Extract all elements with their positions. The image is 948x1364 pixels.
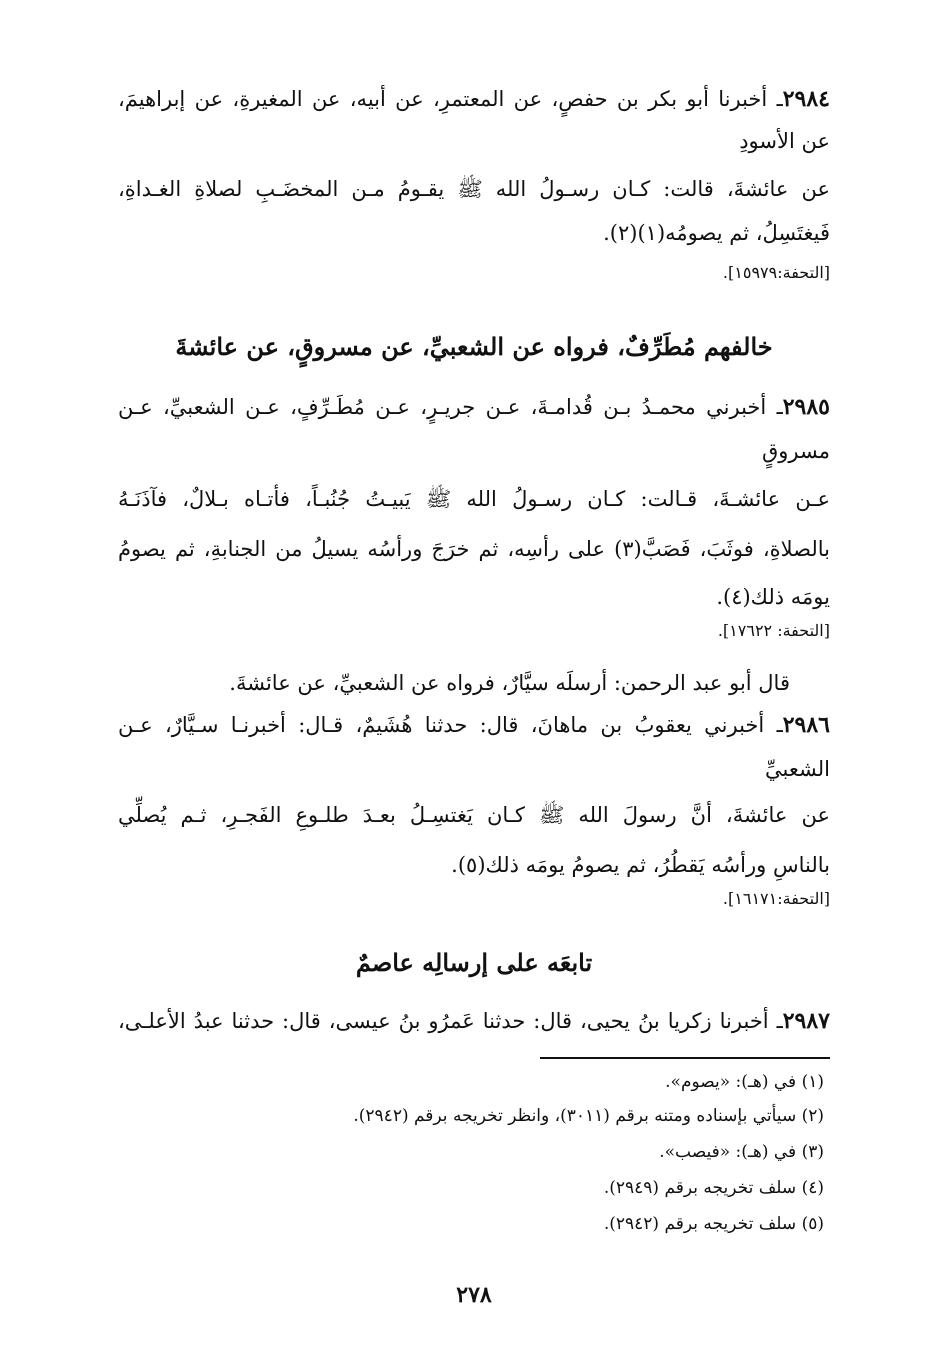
hadith-2986-line-1 bbox=[118, 710, 830, 740]
footnote-1: (١) في (هـ): «يصوم». bbox=[665, 1072, 824, 1092]
footnote-4: (٤) سلف تخريجه برقم (٢٩٤٩). bbox=[603, 1178, 824, 1198]
hadith-2985-tuhfa-ref: [التحفة: ١٧٦٢٢]. bbox=[717, 621, 830, 640]
hadith-2986-line-2: الشعبيِّ bbox=[765, 757, 830, 781]
hadith-2984-number: ٢٩٨٤ bbox=[782, 86, 830, 112]
hadith-2986-line-4: بالناسِ ورأسُه يَقطُرُ، ثم يصومُ يومَه ذلك(٥). bbox=[451, 853, 830, 877]
hadith-2987-number: ٢٩٨٧ bbox=[782, 1008, 830, 1034]
hadith-2987-text-1: ـ أخبرنا زكريا بنُ يحيى، قال: حدثنا عَمرُو بنُ عيسى، قال: حدثنا عبدُ الأعلـى، bbox=[118, 1009, 783, 1033]
hadith-2985-line-3: عـن عائشـةَ، قـالت: كـان رسـولُ الله ﷺ يَبيـتُ جُنُبـاً، فأتـاه بـلالٌ، فآذَنَـهُ bbox=[118, 487, 830, 511]
hadith-2985-text-1: ـ أخبرني محمـدُ بـن قُدامـةَ، عـن جريـرٍ، عـن مُطَـرِّفٍ، عـن الشعبيِّ، عـن bbox=[118, 395, 783, 419]
section-heading-2: تابعَه على إرسالِه عاصمٌ bbox=[355, 948, 593, 977]
hadith-2985-line-5: يومَه ذلك(٤). bbox=[716, 585, 830, 609]
hadith-2986-tuhfa-ref: [التحفة:١٦١٧١]. bbox=[722, 889, 830, 908]
hadith-2984-line-1 bbox=[118, 84, 830, 114]
commentary-line: قال أبو عبد الرحمن: أرسلَه سيَّارٌ، فرواه عن الشعبيِّ، عن عائشةَ. bbox=[229, 671, 790, 695]
footnote-3: (٣) في (هـ): «فيصب». bbox=[659, 1142, 824, 1162]
hadith-2985-number: ٢٩٨٥ bbox=[782, 394, 830, 420]
hadith-2984-line-2: عن الأسودِ bbox=[739, 129, 830, 153]
footnote-2: (٢) سيأتي بإسناده ومتنه برقم (٣٠١١)، وانظر تخريجه برقم (٢٩٤٢). bbox=[353, 1106, 824, 1126]
footnote-separator bbox=[540, 1057, 830, 1059]
hadith-2984-line-3: عن عائشةَ، قالت: كـان رسـولُ الله ﷺ يقـومُ مـن المخضَـبِ لصلاةِ الغـداةِ، bbox=[118, 177, 830, 201]
hadith-2986-line-3: عن عائشةَ، أنَّ رسولَ الله ﷺ كـان يَغتسِـلُ بعـدَ طلـوعِ الفَجـرِ، ثـم يُصلِّي bbox=[118, 803, 830, 827]
hadith-2986-number: ٢٩٨٦ bbox=[782, 712, 830, 738]
hadith-2984-tuhfa-ref: [التحفة:١٥٩٧٩]. bbox=[722, 263, 830, 282]
hadith-2985-line-2: مسروقٍ bbox=[761, 439, 830, 463]
hadith-2984-text-1: ـ أخبرنا أبو بكر بن حفصٍ، عن المعتمرِ، عن أبيه، عن المغيرةِ، عن إبراهيمَ، bbox=[118, 87, 783, 111]
hadith-2985-line-4: بالصلاةِ، فوثَبَ، فَصَبَّ(٣) على رأسِه، ثم خرَجَ ورأسُه يسيلُ من الجنابةِ، ثم يصومُ bbox=[118, 537, 830, 561]
page-number: ٢٧٨ bbox=[456, 1282, 492, 1308]
footnote-5: (٥) سلف تخريجه برقم (٢٩٤٢). bbox=[603, 1214, 824, 1234]
section-heading-1: خالفهم مُطَرِّفٌ، فرواه عن الشعبيِّ، عن مسروقٍ، عن عائشةَ bbox=[175, 332, 773, 361]
hadith-2987-line-1 bbox=[118, 1006, 830, 1036]
hadith-2984-line-4: فَيغتَسِلُ، ثم يصومُه(١)(٢). bbox=[603, 221, 830, 245]
hadith-2985-line-1 bbox=[118, 392, 830, 422]
hadith-2986-text-1: ـ أخبرني يعقوبُ بن ماهانَ، قال: حدثنا هُشَيمٌ، قـال: أخبرنـا سـيَّارٌ، عـن bbox=[118, 713, 783, 737]
